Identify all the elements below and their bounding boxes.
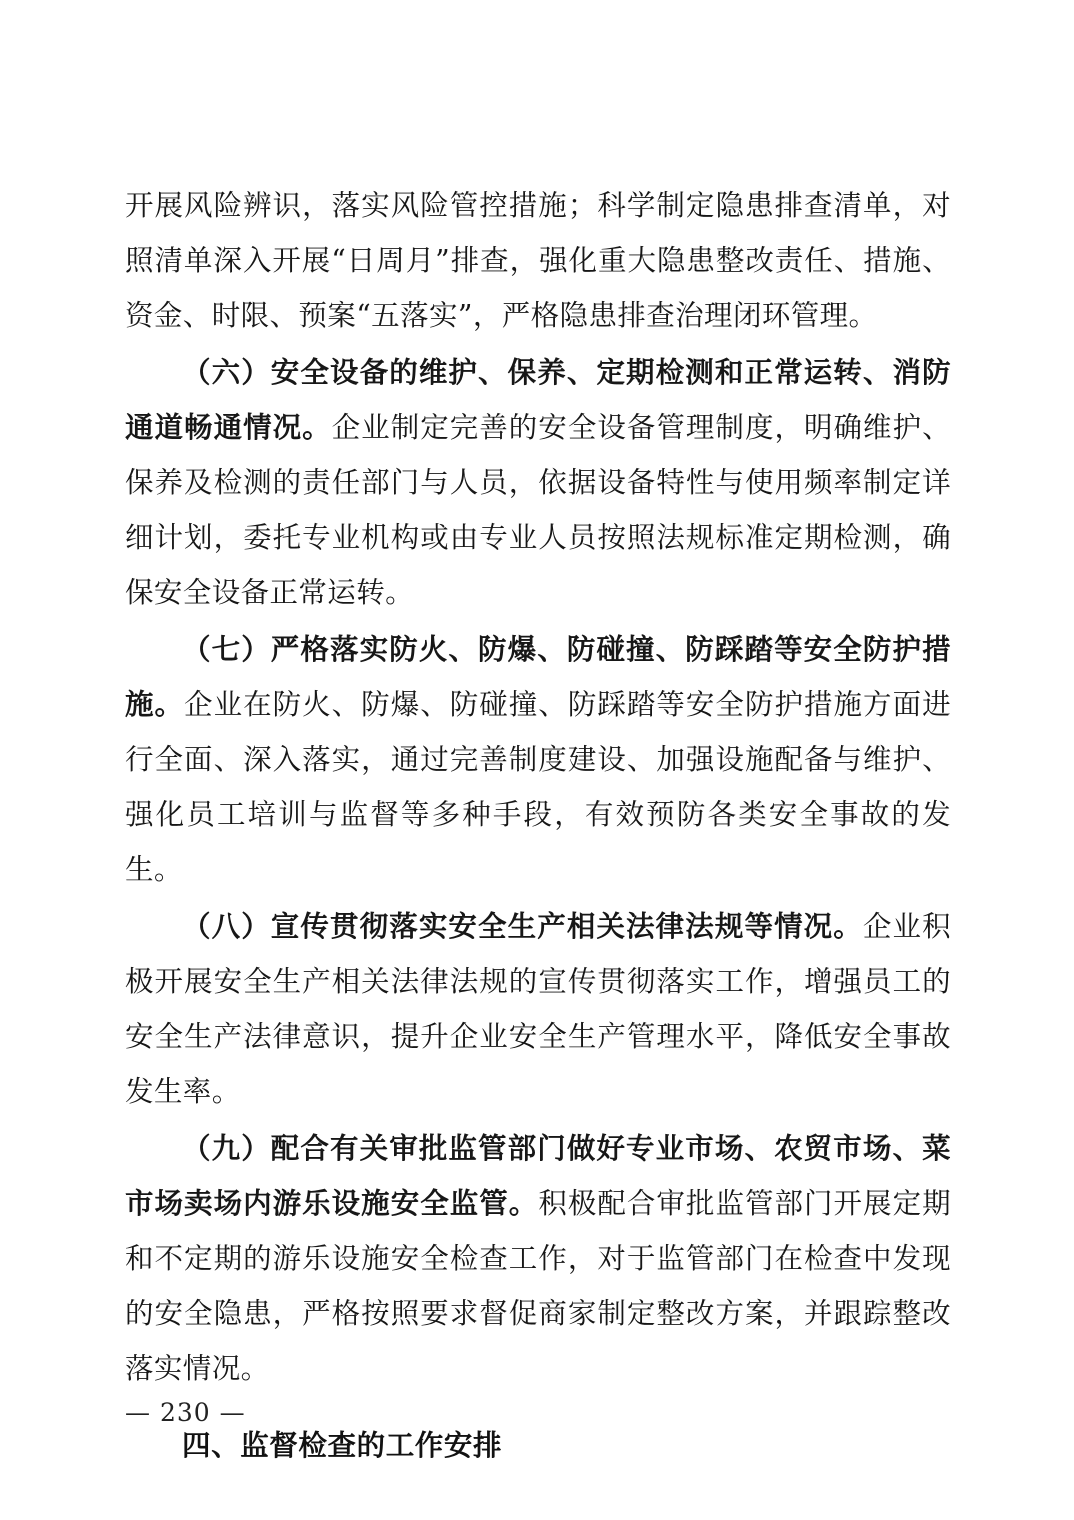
page-number: — 230 — <box>125 1398 246 1427</box>
paragraph-item-nine <box>125 1121 951 1396</box>
paragraph-text-six: 企业制定完善的安全设备管理制度，明确维护、保养及检测的责任部门与人员，依据设备特性与使用频率制定详细计划，委托专业机构或由专业人员按照法规标准定期检测，确保安全设备正常运转。 <box>125 411 951 609</box>
paragraph-text-seven: 企业在防火、防爆、防碰撞、防踩踏等安全防护措施方面进行全面、深入落实，通过完善制度建设、加强设施配备与维护、强化员工培训与监督等多种手段，有效预防各类安全事故的发生。 <box>125 688 951 886</box>
paragraph-text-nine: 积极配合审批监管部门开展定期和不定期的游乐设施安全检查工作，对于监管部门在检查中发现的安全隐患，严格按照要求督促商家制定整改方案，并跟踪整改落实情况。 <box>125 1187 951 1385</box>
section-heading-four: 四、监督检查的工作安排 <box>182 1428 503 1462</box>
paragraph-text: 开展风险辨识，落实风险管控措施；科学制定隐患排查清单，对照清单深入开展“日周月”排查，强化重大隐患整改责任、措施、资金、时限、预案“五落实”，严格隐患排查治理闭环管理。 <box>125 189 951 332</box>
paragraph-text-eight: 企业积极开展安全生产相关法律法规的宣传贯彻落实工作，增强员工的安全生产法律意识，提升企业安全生产管理水平，降低安全事故发生率。 <box>125 910 951 1108</box>
paragraph-item-seven <box>125 622 951 897</box>
paragraph-item-six <box>125 345 951 620</box>
paragraph-risk-identification <box>125 178 951 343</box>
paragraph-lead-nine: （九）配合有关审批监管部门做好专业市场、农贸市场、菜市场卖场内游乐设施安全监管。 <box>125 1131 951 1220</box>
paragraph-item-eight <box>125 899 951 1119</box>
paragraph-lead-seven: （七）严格落实防火、防爆、防碰撞、防踩踏等安全防护措施。 <box>125 632 951 721</box>
page-body <box>125 178 951 1473</box>
paragraph-lead-eight: （八）宣传贯彻落实安全生产相关法律法规等情况。 <box>182 909 863 943</box>
paragraph-lead-six: （六）安全设备的维护、保养、定期检测和正常运转、消防通道畅通情况。 <box>125 355 951 444</box>
